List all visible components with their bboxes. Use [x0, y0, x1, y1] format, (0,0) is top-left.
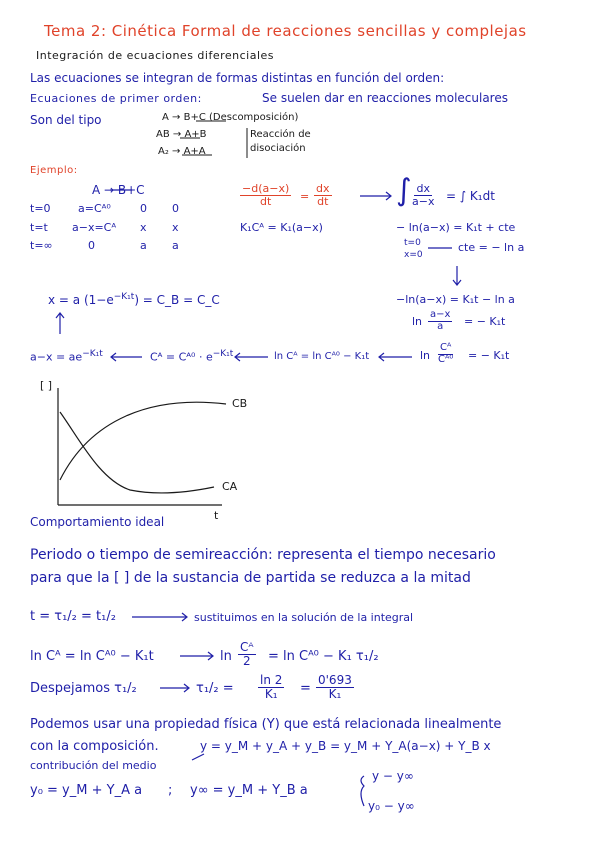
half-life-eq-3-mid: τ₁/₂ =: [196, 681, 234, 696]
ax-solution-base: a−x = ae: [30, 350, 83, 364]
types-note-2: disociación: [250, 143, 306, 154]
ca-solution-exp: −K₁t: [212, 349, 234, 359]
row2-a: a−x=Cᴬ: [72, 221, 117, 234]
plot-caption: Comportamiento ideal: [30, 515, 165, 529]
integral-result: − ln(a−x) = K₁t + cte: [396, 221, 516, 234]
integral-denominator: a−x: [412, 194, 435, 208]
ca-solution-base: Cᴬ = Cᴬ⁰ · e: [150, 350, 213, 364]
integral-numerator: dx: [416, 182, 430, 195]
rate-numerator: −d(a−x): [242, 182, 290, 195]
rate-denominator: dt: [259, 194, 272, 208]
intro-caps-heading: Ecuaciones de primer orden:: [30, 92, 202, 105]
row1-b: 0: [140, 202, 147, 215]
step-2-denominator: a: [437, 320, 444, 332]
dxdt-denominator: dt: [317, 194, 329, 208]
eq3-f2-numerator: 0'693: [318, 673, 352, 687]
curve-a-label: CA: [222, 480, 238, 493]
ratio-numerator: Cᴬ: [440, 342, 452, 353]
half-life-eq-2a: ln Cᴬ = ln Cᴬ⁰ − K₁t: [30, 649, 154, 664]
step-1: −ln(a−x) = K₁t − ln a: [396, 293, 515, 306]
curve-b-label: CB: [232, 397, 248, 410]
half-life-eq-3-pre: Despejamos τ₁/₂: [30, 681, 137, 696]
half-life-eq-3-eq: =: [300, 681, 311, 696]
boundary-t: t=0: [404, 238, 421, 248]
property-yinf: y∞ = y_M + Υ_B a: [190, 783, 308, 798]
example-reaction: A → B+C: [92, 183, 145, 197]
half-life-eq-1-note: sustituimos en la solución de la integral: [194, 611, 414, 624]
types-note-1: Reacción de: [250, 129, 311, 140]
property-line-1: Podemos usar una propiedad física (Y) que está relacionada linealmente: [30, 717, 502, 732]
eq2b-denominator: 2: [242, 653, 251, 668]
ax-solution-exp: −K₁t: [82, 349, 103, 359]
dxdt-numerator: dx: [316, 182, 330, 195]
ratio-ln: ln: [420, 349, 431, 362]
cte-value: cte = − ln a: [458, 241, 525, 254]
reaction-type-1: A → B+C (Descomposición): [162, 112, 299, 123]
page-title: Tema 2: Cinética Formal de reacciones sencillas y complejas: [44, 22, 527, 40]
row2-t: t=t: [30, 221, 48, 234]
half-life-eq-2b-ln: ln: [220, 649, 232, 664]
section-subtitle: Integración de ecuaciones diferenciales: [36, 49, 275, 62]
reaction-type-2: AB → A+B: [156, 129, 207, 140]
x-solution-exp: −K₁t: [113, 292, 135, 302]
half-life-eq-1: t = τ₁/₂ = t₁/₂: [30, 609, 116, 624]
eq2b-numerator: Cᴬ: [240, 640, 254, 654]
eq3-f1-denominator: K₁: [264, 686, 278, 701]
row3-b: a: [140, 239, 147, 252]
brace-item-1: y − y∞: [372, 769, 414, 783]
row2-c: x: [172, 221, 179, 234]
row3-c: a: [172, 239, 179, 252]
ratio-rhs: = − K₁t: [468, 349, 510, 362]
half-life-eq-2b-rhs: = ln Cᴬ⁰ − K₁ τ₁/₂: [268, 649, 379, 664]
row3-a: 0: [88, 239, 95, 252]
rate-equals: =: [300, 190, 310, 203]
example-label: Ejemplo:: [30, 165, 78, 176]
step-2-rhs: = − K₁t: [464, 315, 506, 328]
plot-ylabel: [ ]: [40, 379, 53, 392]
property-line-2a: con la composición.: [30, 739, 159, 754]
row1-a: a=Cᴬ⁰: [78, 202, 111, 215]
intro-line-1: Las ecuaciones se integran de formas distintas en función del orden:: [30, 71, 445, 85]
property-line-2b: y = y_M + y_A + y_B = y_M + Υ_A(a−x) + Υ_B x: [200, 739, 491, 753]
property-sep: ;: [168, 783, 173, 798]
ln-ca: ln Cᴬ = ln Cᴬ⁰ − K₁t: [274, 351, 370, 362]
step-2-ln: ln: [412, 315, 423, 328]
ratio-denominator: Cᴬ⁰: [438, 353, 454, 365]
integral-sign-left: ∫: [396, 173, 412, 208]
brace-item-2: y₀ − y∞: [368, 799, 415, 813]
intro-line-3: Son del tipo: [30, 113, 102, 127]
boundary-x: x=0: [404, 250, 423, 260]
integral-rhs: = ∫ K₁dt: [446, 189, 495, 203]
property-line-3: contribución del medio: [30, 759, 157, 772]
half-life-def-1: Periodo o tiempo de semireacción: representa el tiempo necesario: [30, 547, 496, 563]
step-2-numerator: a−x: [430, 309, 451, 320]
intro-line-2: Se suelen dar en reacciones moleculares: [262, 91, 508, 105]
property-y0: y₀ = y_M + Υ_A a: [30, 783, 143, 798]
reaction-type-3: A₂ → A+A: [158, 146, 206, 157]
plot-xlabel: t: [214, 509, 219, 522]
x-solution-tail: ) = C_B = C_C: [134, 293, 220, 307]
arrow-medium: [192, 754, 204, 760]
row1-t: t=0: [30, 202, 51, 215]
eq3-f1-numerator: ln 2: [260, 673, 283, 687]
row3-t: t=∞: [30, 239, 53, 252]
rate-law: K₁Cᴬ = K₁(a−x): [240, 221, 323, 234]
eq3-f2-denominator: K₁: [328, 686, 342, 701]
x-solution-base: x = a (1−e: [48, 293, 114, 307]
half-life-def-2: para que la [ ] de la sustancia de partida se reduzca a la mitad: [30, 570, 471, 586]
row2-b: x: [140, 221, 147, 234]
brace-left: [361, 776, 364, 806]
row1-c: 0: [172, 202, 179, 215]
